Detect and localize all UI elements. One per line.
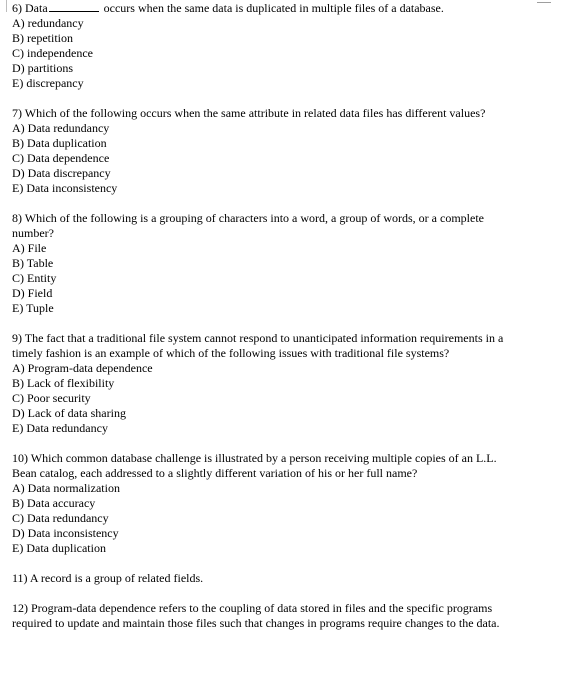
option-c: C) Poor security [12,391,91,405]
option-a: A) Data normalization [12,481,120,495]
question-6-prefix: 6) Data [12,1,48,15]
question-6-suffix: occurs when the same data is duplicated in multiple files of a database. [103,1,444,15]
fill-in-blank [49,1,99,12]
question-8-options [12,241,517,316]
question-10-options [12,481,517,556]
option-a: A) Data redundancy [12,121,110,135]
question-12-stem: 12) Program-data dependence refers to the coupling of data stored in files and the specific programs required to update and maintain those files such that changes in programs require changes to the data. [12,601,500,630]
question-10-stem: 10) Which common database challenge is illustrated by a person receiving multiple copies of an L.L. Bean catalog, each addressed to a slightly different variation of his or her full name? [12,451,497,480]
option-e: E) Tuple [12,301,54,315]
option-d: D) Lack of data sharing [12,406,126,420]
option-b: B) repetition [12,31,73,45]
option-c: C) Data redundancy [12,511,109,525]
question-9-stem: 9) The fact that a traditional file system cannot respond to unanticipated information requirements in a timely fashion is an example of which of the following issues with traditional file systems? [12,331,504,360]
option-a: A) File [12,241,47,255]
option-b: B) Data duplication [12,136,107,150]
question-11 [12,571,517,586]
question-7 [12,106,517,196]
top-right-margin-mark [537,2,551,3]
option-c: C) independence [12,46,93,60]
question-10 [12,451,517,556]
option-d: D) Data inconsistency [12,526,119,540]
question-7-stem: 7) Which of the following occurs when the same attribute in related data files has different values? [12,106,486,120]
option-d: D) Field [12,286,53,300]
option-e: E) Data duplication [12,541,106,555]
option-d: D) Data discrepancy [12,166,111,180]
option-e: E) Data inconsistency [12,181,118,195]
option-c: C) Entity [12,271,57,285]
option-b: B) Table [12,256,54,270]
option-c: C) Data dependence [12,151,110,165]
option-d: D) partitions [12,61,73,75]
question-12 [12,601,517,631]
question-9 [12,331,517,436]
option-a: A) redundancy [12,16,84,30]
question-6-stem [12,1,517,16]
question-6-options [12,16,517,91]
question-9-options [12,361,517,436]
question-7-options [12,121,517,196]
option-e: E) discrepancy [12,76,84,90]
left-margin-mark [6,0,7,12]
question-list [12,1,517,631]
question-11-stem: 11) A record is a group of related fields. [12,571,204,585]
option-b: B) Data accuracy [12,496,96,510]
question-8-stem: 8) Which of the following is a grouping of characters into a word, a group of words, or a complete number? [12,211,484,240]
option-a: A) Program-data dependence [12,361,153,375]
question-8 [12,211,517,316]
option-e: E) Data redundancy [12,421,108,435]
option-b: B) Lack of flexibility [12,376,115,390]
question-6 [12,1,517,91]
